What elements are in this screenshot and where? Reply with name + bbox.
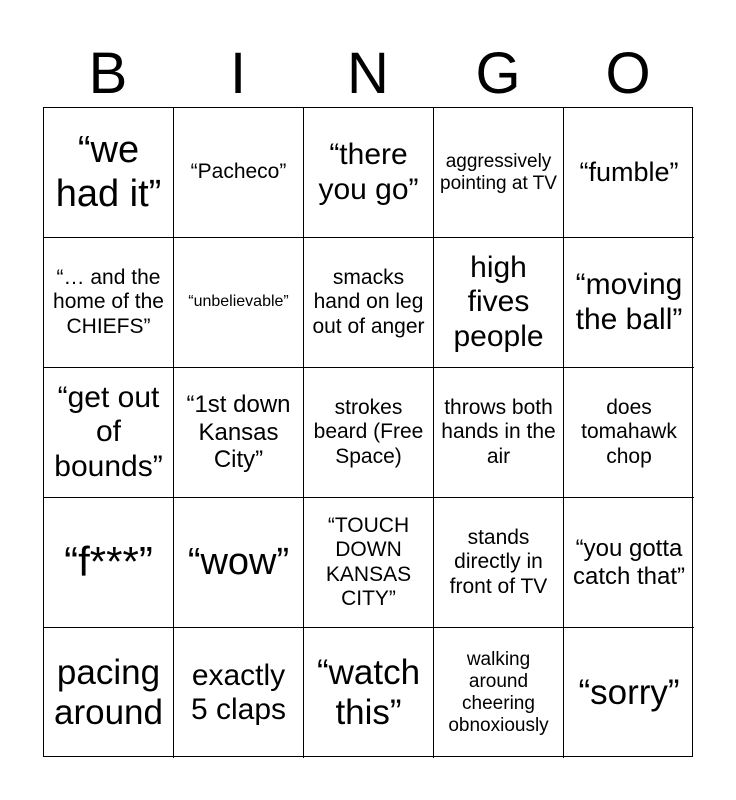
bingo-cell[interactable] <box>44 498 174 628</box>
cell-text: aggressively pointing at TV <box>440 150 557 194</box>
cell-text: “Pacheco” <box>190 160 287 184</box>
cell-text: “… and the home of the CHIEFS” <box>53 266 164 338</box>
cell-text: “1st down Kansas City” <box>186 391 291 474</box>
cell-text: “unbelievable” <box>188 293 289 311</box>
cell-text: “TOUCH DOWN KANSAS CITY” <box>325 514 412 610</box>
cell-text: “we had it” <box>55 128 162 215</box>
header-letter-g: G <box>475 41 521 106</box>
cell-text: “there you go” <box>318 138 419 206</box>
bingo-cell-free-space[interactable] <box>304 368 434 498</box>
cell-text: smacks hand on leg out of anger <box>312 266 425 338</box>
cell-text: high fives people <box>453 250 544 353</box>
bingo-cell[interactable] <box>564 238 694 368</box>
cell-text: “f***” <box>64 538 153 586</box>
header-letter-b: B <box>88 41 128 106</box>
bingo-cell[interactable] <box>304 108 434 238</box>
bingo-cell[interactable] <box>564 108 694 238</box>
header-letter-n: N <box>347 41 389 106</box>
bingo-cell[interactable] <box>434 238 564 368</box>
bingo-cell[interactable] <box>434 368 564 498</box>
bingo-cell[interactable] <box>304 498 434 628</box>
cell-text: “sorry” <box>578 672 680 712</box>
bingo-cell[interactable] <box>174 238 304 368</box>
cell-text: strokes beard (Free Space) <box>313 396 424 468</box>
cell-text: stands directly in front of TV <box>449 526 548 598</box>
bingo-cell[interactable] <box>174 498 304 628</box>
bingo-cell[interactable] <box>44 108 174 238</box>
cell-text: walking around cheering obnoxiously <box>448 649 549 736</box>
cell-text: does tomahawk chop <box>581 396 677 468</box>
bingo-cell[interactable] <box>434 628 564 758</box>
cell-text: “fumble” <box>579 156 679 187</box>
cell-text: “get out of bounds” <box>54 380 163 483</box>
bingo-cell[interactable] <box>174 628 304 758</box>
bingo-grid <box>43 107 693 757</box>
bingo-cell[interactable] <box>44 238 174 368</box>
header-letter-o: O <box>605 41 651 106</box>
bingo-cell[interactable] <box>564 498 694 628</box>
bingo-cell[interactable] <box>44 628 174 758</box>
bingo-cell[interactable] <box>434 498 564 628</box>
bingo-cell[interactable] <box>434 108 564 238</box>
bingo-cell[interactable] <box>174 368 304 498</box>
cell-text: “you gotta catch that” <box>572 534 686 590</box>
cell-text: exactly 5 claps <box>190 658 287 726</box>
cell-text: “moving the ball” <box>575 268 683 336</box>
bingo-cell[interactable] <box>564 628 694 758</box>
bingo-cell[interactable] <box>564 368 694 498</box>
bingo-cell[interactable] <box>304 628 434 758</box>
cell-text: “wow” <box>187 540 290 583</box>
cell-text: “watch this” <box>316 652 421 732</box>
bingo-cell[interactable] <box>304 238 434 368</box>
header-letter-i: I <box>229 41 247 106</box>
cell-text: pacing around <box>54 652 163 732</box>
cell-text: throws both hands in the air <box>441 396 556 468</box>
bingo-cell[interactable] <box>174 108 304 238</box>
bingo-header <box>43 40 693 108</box>
bingo-cell[interactable] <box>44 368 174 498</box>
